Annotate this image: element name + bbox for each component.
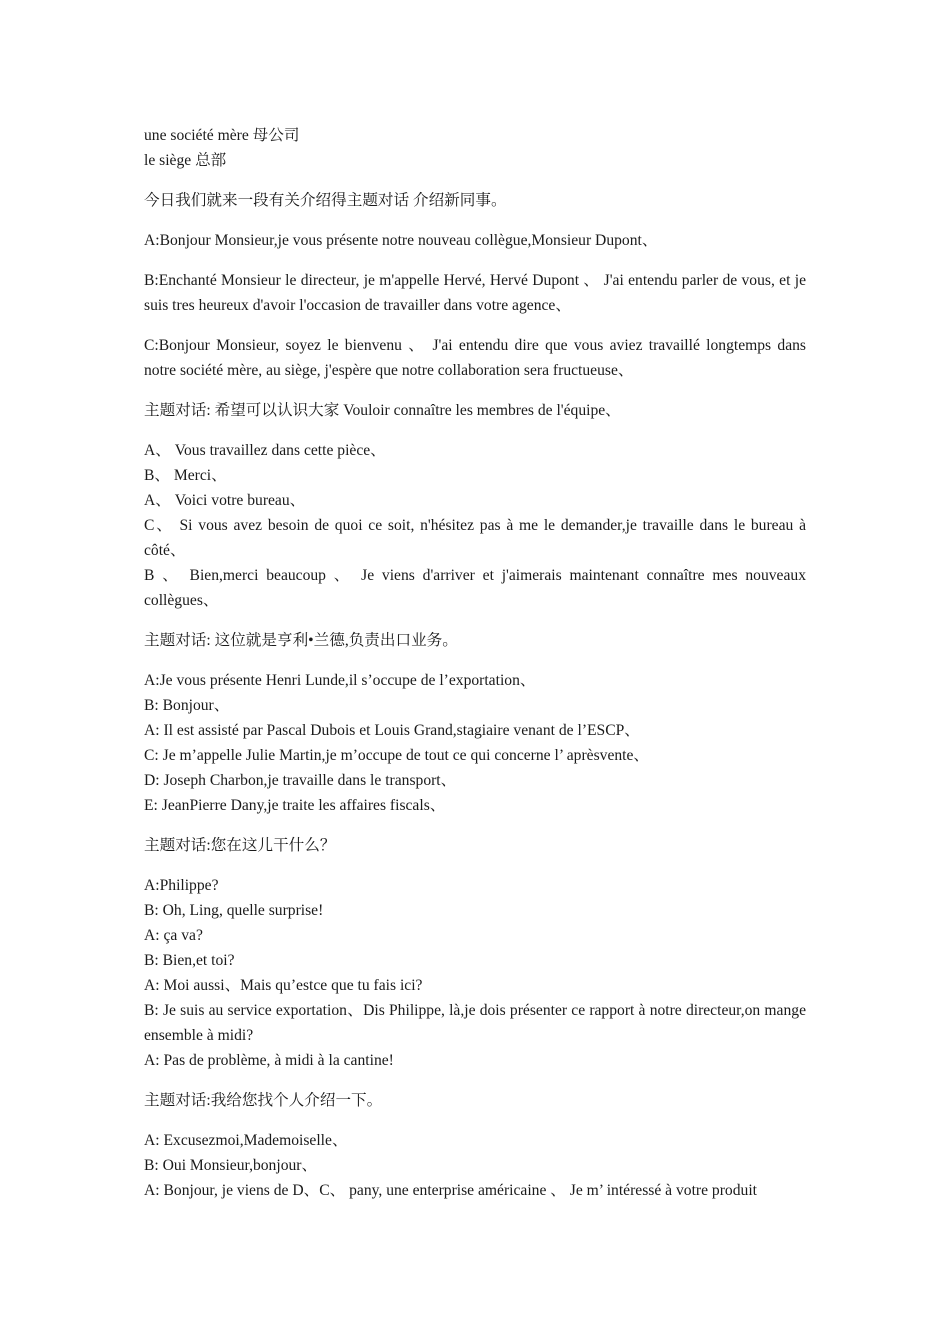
dialogue-line: A、 Voici votre bureau、 — [144, 492, 306, 509]
dialogue-line: B: Oh, Ling, quelle surprise! — [144, 902, 324, 919]
vocab-list — [144, 123, 806, 173]
dialogue-line: D: Joseph Charbon,je travaille dans le transport、 — [144, 772, 457, 789]
topic-heading-2: 主题对话: 希望可以认识大家 Vouloir connaître les membres de l'équipe、 — [144, 402, 621, 419]
dialogue-line: A: Il est assisté par Pascal Dubois et Louis Grand,stagiaire venant de l’ESCP、 — [144, 722, 640, 739]
vocab-item: le siège 总部 — [144, 152, 227, 169]
dialogue-line: A: ça va? — [144, 927, 203, 944]
dialogue1-line-a: A:Bonjour Monsieur,je vous présente notre nouveau collègue,Monsieur Dupont、 — [144, 232, 658, 249]
dialogue2 — [144, 438, 806, 613]
document-body — [144, 123, 806, 1203]
topic-heading-5: 主题对话:我给您找个人介绍一下。 — [144, 1092, 383, 1109]
dialogue-line: A:Je vous présente Henri Lunde,il s’occupe de l’exportation、 — [144, 672, 536, 689]
dialogue4 — [144, 873, 806, 1073]
dialogue1-line-c: C:Bonjour Monsieur, soyez le bienvenu 、 J'ai entendu dire que vous aviez travaillé longtemps dans notre société mère, au siège, j'espère que notre collaboration sera fructueuse、 — [144, 337, 806, 379]
dialogue-line: A: Pas de problème, à midi à la cantine! — [144, 1052, 394, 1069]
dialogue-line: B: Bien,et toi? — [144, 952, 235, 969]
dialogue-line: B: Bonjour、 — [144, 697, 230, 714]
dialogue-line: A、 Vous travaillez dans cette pièce、 — [144, 442, 386, 459]
topic-heading-3: 主题对话: 这位就是亨利•兰德,负责出口业务。 — [144, 632, 458, 649]
dialogue-line: B 、 Bien,merci beaucoup 、 Je viens d'arriver et j'aimerais maintenant connaître mes nouveaux collègues、 — [144, 567, 806, 609]
dialogue-line: C: Je m’appelle Julie Martin,je m’occupe de tout ce qui concerne l’ aprèsvente、 — [144, 747, 650, 764]
dialogue-line: A: Moi aussi、Mais qu’estce que tu fais ici? — [144, 977, 423, 994]
dialogue3 — [144, 668, 806, 818]
dialogue-line: A:Philippe? — [144, 877, 219, 894]
vocab-item: une société mère 母公司 — [144, 127, 300, 144]
dialogue-line: B: Oui Monsieur,bonjour、 — [144, 1157, 318, 1174]
dialogue-line: B: Je suis au service exportation、Dis Philippe, là,je dois présenter ce rapport à notre directeur,on mange ensemble à midi? — [144, 1002, 806, 1044]
topic-heading-4: 主题对话:您在这儿干什么？ — [144, 837, 336, 854]
dialogue1-line-b: B:Enchanté Monsieur le directeur, je m'appelle Hervé, Hervé Dupont 、 J'ai entendu parler de vous, et je suis tres heureux d'avoir l'occasion de travailler dans votre agence、 — [144, 272, 806, 314]
dialogue-line: E: JeanPierre Dany,je traite les affaires fiscals、 — [144, 797, 446, 814]
dialogue-line: A: Bonjour, je viens de D、C、 pany, une enterprise américaine 、 Je m’ intéressé à votre produit — [144, 1182, 757, 1199]
dialogue-line: B、 Merci、 — [144, 467, 227, 484]
dialogue-line: A: Excusezmoi,Mademoiselle、 — [144, 1132, 348, 1149]
dialogue5 — [144, 1128, 806, 1203]
intro-line: 今日我们就来一段有关介绍得主题对话 介绍新同事。 — [144, 192, 507, 209]
dialogue-line: C、 Si vous avez besoin de quoi ce soit, n'hésitez pas à me le demander,je travaille dans le bureau à côté、 — [144, 517, 806, 559]
